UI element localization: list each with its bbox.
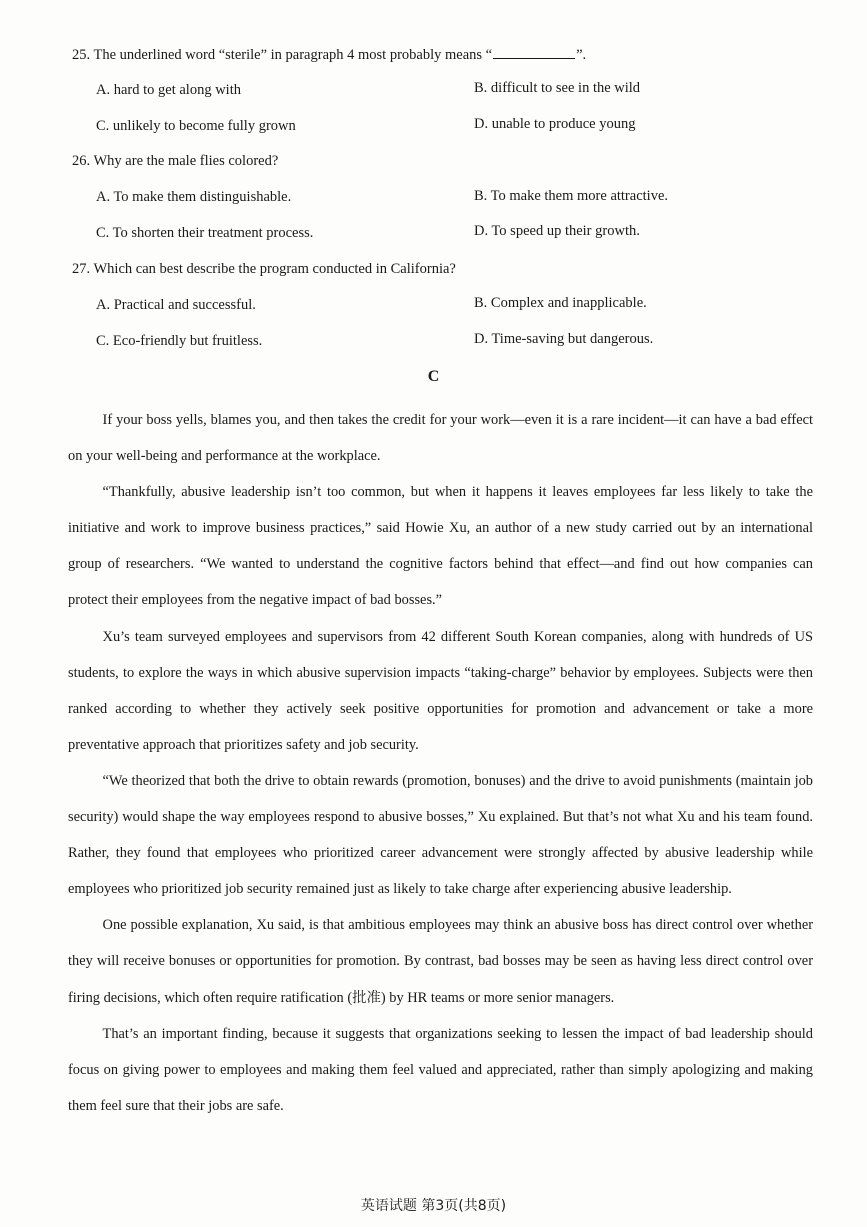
question-25-option-d: D. unable to produce young	[474, 116, 636, 132]
answer-blank	[493, 44, 575, 59]
question-27-stem: 27. Which can best describe the program conducted in California?	[72, 261, 456, 277]
question-26-stem: 26. Why are the male flies colored?	[72, 153, 279, 169]
passage-paragraph-4: “We theorized that both the drive to obtain rewards (promotion, bonuses) and the drive to avoid punishments (maintain job security) would shape the way employees respond to abusive bosses,” Xu explained. But that’s not what Xu and his team found. Rather, they found that employees who prioritized career advancement were strongly affected by abusive leadership while employees who prioritized job security remained just as likely to take charge after experiencing abusive leadership.	[68, 772, 813, 898]
question-25-option-a: A. hard to get along with	[96, 82, 241, 98]
passage-paragraph-6: That’s an important finding, because it suggests that organizations seeking to lessen the impact of bad leadership should focus on giving power to employees and making them feel valued and appreciated, rather than simply apologizing and making them feel sure that their jobs are safe.	[68, 1025, 813, 1114]
passage-paragraph-3: Xu’s team surveyed employees and supervisors from 42 different South Korean companies, along with hundreds of US students, to explore the ways in which abusive supervision impacts “taking-charge” behavior by employees. Subjects were then ranked according to whether they actively seek positive opportunities for promotion and advancement or take a more preventative approach that prioritizes safety and job security.	[68, 628, 813, 753]
question-26-option-d: D. To speed up their growth.	[474, 223, 640, 239]
question-26-option-c: C. To shorten their treatment process.	[96, 225, 314, 241]
question-25-option-b: B. difficult to see in the wild	[474, 80, 641, 96]
question-25-option-c: C. unlikely to become fully grown	[96, 118, 296, 134]
question-26-option-b: B. To make them more attractive.	[474, 188, 669, 204]
passage-paragraph-5: One possible explanation, Xu said, is that ambitious employees may think an abusive boss has direct control over whether they will receive bonuses or opportunities for promotion. By contrast, bad bosses may be seen as having less direct control over firing decisions, which often require ratification (批准) by HR teams or more senior managers.	[68, 917, 813, 1006]
section-title: C	[427, 368, 440, 385]
question-27-option-b: B. Complex and inapplicable.	[474, 295, 647, 311]
question-27-option-a: A. Practical and successful.	[96, 297, 256, 313]
reading-passage	[68, 402, 813, 1124]
question-27-option-d: D. Time-saving but dangerous.	[474, 331, 654, 347]
question-26-option-a: A. To make them distinguishable.	[96, 189, 292, 205]
question-25-stem-prefix: 25. The underlined word “sterile” in paragraph 4 most probably means “	[72, 47, 493, 63]
passage-paragraph-2: “Thankfully, abusive leadership isn’t too common, but when it happens it leaves employees far less likely to take the initiative and work to improve business practices,” said Howie Xu, an author of a new study carried out by an international group of researchers. “We wanted to understand the cognitive factors behind that effect—and find out how companies can protect their employees from the negative impact of bad bosses.”	[68, 484, 813, 609]
question-25-stem-suffix: ”.	[576, 47, 587, 63]
question-25-stem	[72, 44, 586, 65]
page-footer: 英语试题 第3页(共8页)	[360, 1198, 507, 1214]
passage-paragraph-1: If your boss yells, blames you, and then takes the credit for your work—even it is a rare incident—it can have a bad effect on your well-being and performance at the workplace.	[68, 412, 813, 465]
question-27-option-c: C. Eco-friendly but fruitless.	[96, 333, 263, 349]
